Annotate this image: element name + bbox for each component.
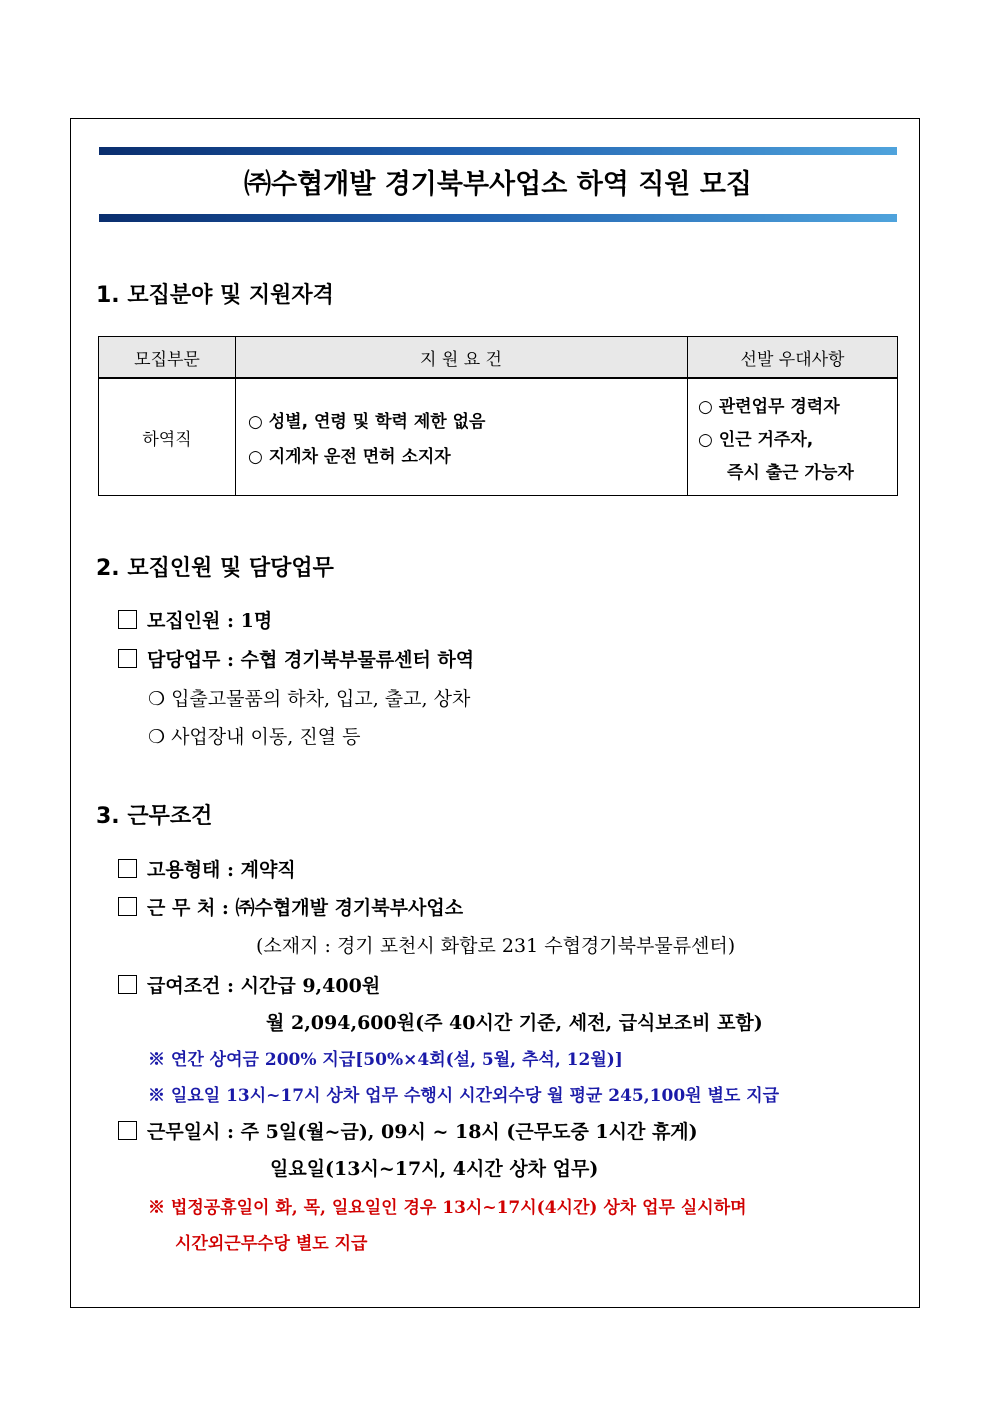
sunday-allowance-note: ※ 일요일 13시~17시 상차 업무 수행시 시간외수당 월 평균 245,100원 별도 지급 [148,1086,780,1106]
duty-text: 담당업무 : 수협 경기북부물류센터 하역 [147,649,475,671]
section3-heading: 3. 근무조건 [96,804,213,829]
requirement-item: ○ 성별, 연령 및 학력 제한 없음 [248,412,486,432]
headcount-text: 모집인원 : 1명 [147,610,273,632]
table-cell-division: 하역직 [99,378,236,496]
address-text: (소재지 : 경기 포천시 화합로 231 수협경기북부물류센터) [256,935,736,957]
requirement-item: ○ 지게차 운전 면허 소지자 [248,447,451,467]
title-bar-bottom [99,214,897,222]
salary-row [118,971,380,998]
checkbox-icon [118,610,137,629]
hours-row [118,1117,698,1144]
checkbox-icon [118,975,137,994]
page-title: ㈜수협개발 경기북부사업소 하역 직원 모집 [244,169,752,200]
table-header-requirements: 지 원 요 건 [236,337,688,379]
table-cell-preferences [688,378,898,496]
table-header-division: 모집부문 [99,337,236,379]
duty-row [118,645,474,672]
workplace-text: 근 무 처 : ㈜수협개발 경기북부사업소 [147,897,464,919]
task-item: ❍ 사업장내 이동, 진열 등 [148,726,361,748]
checkbox-icon [118,649,137,668]
requirements-table [98,336,898,496]
headcount-row [118,606,272,633]
sunday-hours-text: 일요일(13시~17시, 4시간 상차 업무) [270,1158,599,1180]
section2-heading: 2. 모집인원 및 담당업무 [96,556,334,581]
monthly-salary-text: 월 2,094,600원(주 40시간 기준, 세전, 급식보조비 포함) [266,1012,763,1034]
hours-text: 근무일시 : 주 5일(월~금), 09시 ~ 18시 (근무도중 1시간 휴게) [147,1121,698,1143]
preference-item: ○ 관련업무 경력자 [698,396,840,417]
employment-row [118,855,296,882]
checkbox-icon [118,1121,137,1140]
bonus-note: ※ 연간 상여금 200% 지급[50%×4회(설, 5월, 추석, 12월)] [148,1050,623,1070]
table-cell-requirements [236,378,688,496]
employment-text: 고용형태 : 계약직 [147,859,296,881]
preference-item: ○ 인근 거주자, [698,429,814,450]
section1-heading: 1. 모집분야 및 지원자격 [96,283,334,308]
workplace-row [118,893,463,920]
checkbox-icon [118,897,137,916]
preference-item: 즉시 출근 가능자 [727,462,854,483]
title-bar-top [99,147,897,155]
holiday-note: ※ 법정공휴일이 화, 목, 일요일인 경우 13시~17시(4시간) 상차 업무 실시하며 [148,1198,747,1218]
holiday-note-continued: 시간외근무수당 별도 지급 [175,1234,368,1254]
checkbox-icon [118,859,137,878]
task-item: ❍ 입출고물품의 하차, 입고, 출고, 상차 [148,688,471,710]
salary-text: 급여조건 : 시간급 9,400원 [147,975,381,997]
table-header-preferences: 선발 우대사항 [688,337,898,379]
